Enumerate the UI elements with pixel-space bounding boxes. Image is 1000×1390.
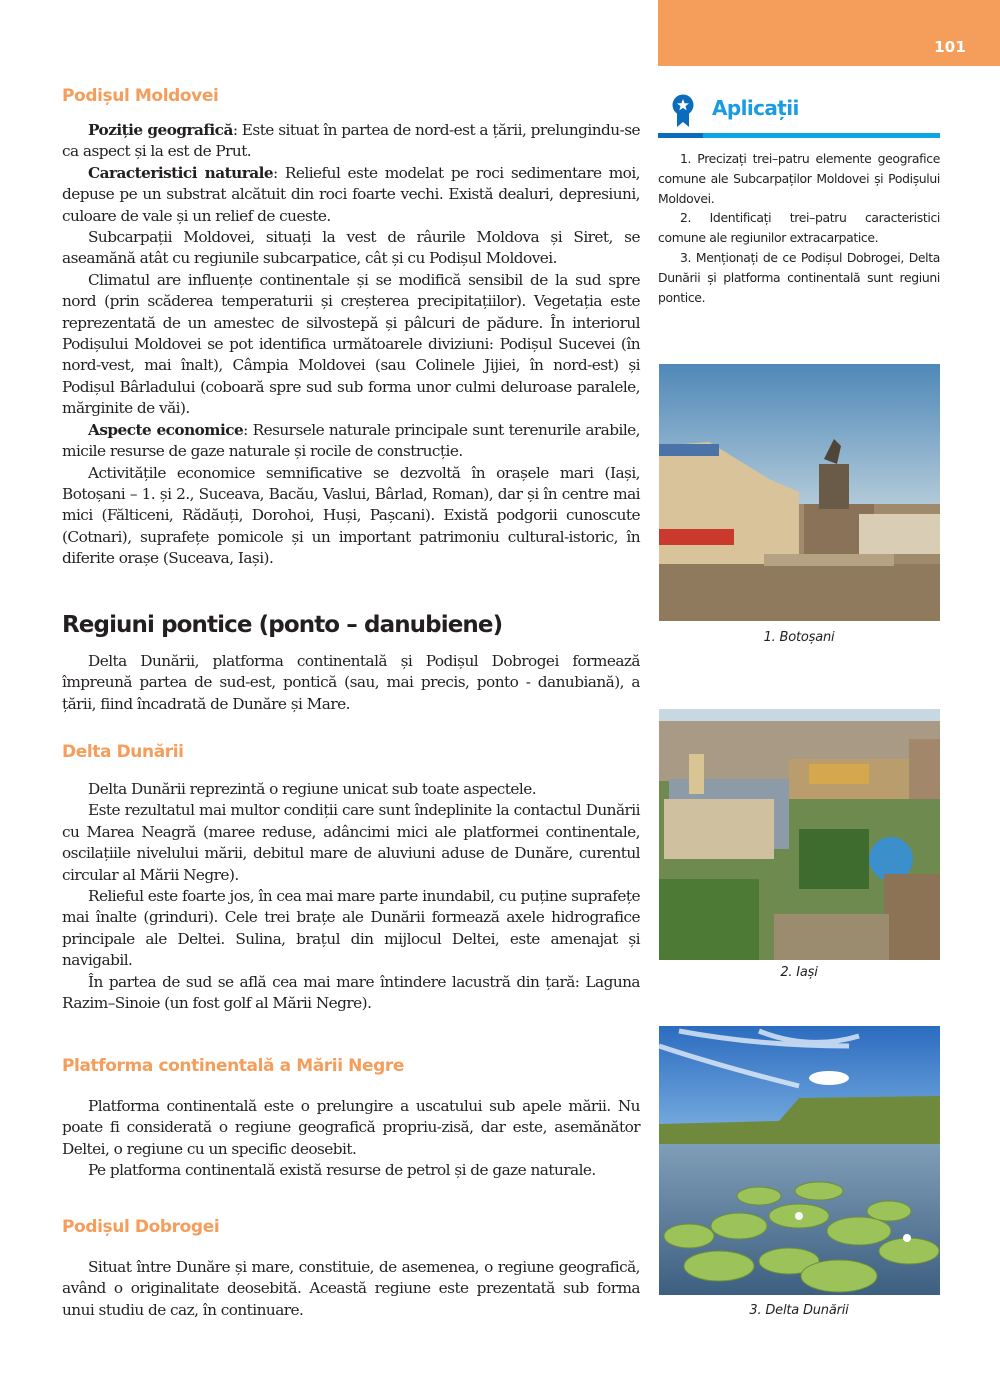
section-body-regiuni-pontice <box>62 651 640 715</box>
paragraph <box>62 972 640 1015</box>
aplicatii-item: 1. Precizați trei–patru elemente geografice comune ale Subcarpaților Moldovei și Podișului Moldovei. <box>658 151 940 206</box>
section-heading-platforma: Platforma continentală a Mării Negre <box>62 1056 404 1076</box>
section-body-platforma <box>62 1096 640 1182</box>
photo-botosani <box>659 364 940 621</box>
aplicatii-item: 2. Identificați trei–patru caracteristici comune ale regiunilor extracarpatice. <box>658 210 940 246</box>
paragraph <box>62 800 640 886</box>
page-header-bar <box>658 0 1000 66</box>
aplicatii-item: 3. Menționați de ce Podișul Dobrogei, Delta Dunării și platforma continentală sunt regiuni pontice. <box>658 249 940 305</box>
chapter-heading-regiuni-pontice: Regiuni pontice (ponto – danubiene) <box>62 612 503 638</box>
page-number: 101 <box>934 38 966 56</box>
paragraph-text: Platforma continentală este o prelungire a uscatului sub apele mării. Nu poate fi considerată o regiune geografică propriu-zisă, dar este, asemănător Deltei, o regiune cu un specific deosebit. <box>62 1097 640 1158</box>
caption-iasi: 2. Iași <box>780 965 818 980</box>
photo-iasi <box>659 709 940 960</box>
paragraph <box>62 420 640 463</box>
paragraph <box>62 120 640 163</box>
section-heading-delta-dunarii: Delta Dunării <box>62 742 184 762</box>
paragraph <box>62 651 640 715</box>
paragraph-lead-term: Aspecte economice <box>88 420 244 439</box>
paragraph <box>62 779 640 800</box>
aplicatii-list <box>658 149 940 307</box>
aplicatii-title: Aplicații <box>712 96 799 120</box>
caption-delta-dunarii: 3. Delta Dunării <box>749 1303 849 1318</box>
paragraph-text: Pe platforma continentală există resurse de petrol și de gaze naturale. <box>88 1161 596 1180</box>
section-heading-podisul-moldovei: Podișul Moldovei <box>62 86 219 106</box>
paragraph-text: Subcarpații Moldovei, situați la vest de râurile Moldova și Siret, se aseamănă atât cu regiunile subcarpatice, cât și cu Podișul Moldovei. <box>62 228 640 268</box>
section-heading-podisul-dobrogei: Podișul Dobrogei <box>62 1217 220 1237</box>
section-body-podisul-moldovei <box>62 120 640 570</box>
paragraph-text: : Relieful este modelat pe roci sedimentare moi, depuse pe un substrat alcătuit din roci foarte vechi. Există dealuri, depresiuni, culoare de vale și un relief de cueste. <box>62 163 640 225</box>
paragraph-lead-term: Caracteristici naturale <box>88 163 274 182</box>
award-ribbon-icon <box>672 94 694 128</box>
paragraph-text: În partea de sud se află cea mai mare întindere lacustră din țară: Laguna Razim–Sinoie (un fost golf al Mării Negre). <box>62 972 640 1013</box>
paragraph-text: Relieful este foarte jos, în cea mai mare parte inundabil, cu puține suprafețe mai înalte (grinduri). Cele trei brațe ale Dunării formează axele hidrografice principale ale Deltei. Sulina, brațul din mijlocul Deltei, este amenajat și navigabil. <box>62 887 640 970</box>
paragraph-text: Delta Dunării, platforma continentală și Podișul Dobrogei formează împreună partea de sud-est, pontică (sau, mai precis, ponto - danubiană), a țării, fiind încadrată de Dunăre și Mare. <box>62 652 640 713</box>
caption-botosani: 1. Botoșani <box>763 630 835 645</box>
paragraph-text: Delta Dunării reprezintă o regiune unicat sub toate aspectele. <box>88 780 537 798</box>
paragraph-text: : Este situat în partea de nord-est a țării, prelungindu-se ca aspect și la est de Prut. <box>62 121 640 161</box>
paragraph-text: Este rezultatul mai multor condiții care sunt îndeplinite la contactul Dunării cu Marea Neagră (maree reduse, adâncimi mici ale platformei continentale, oscilațiile nivelului mării, debitul mare de aluviuni aduse de Dunăre, curentul circular al Mării Negre). <box>62 801 640 884</box>
paragraph-text: : Resursele naturale principale sunt terenurile arabile, micile resurse de gaze naturale și rocile de construcție. <box>62 420 640 461</box>
paragraph <box>62 463 640 570</box>
photo-delta-dunarii <box>659 1026 940 1295</box>
paragraph <box>62 1257 640 1321</box>
paragraph <box>62 886 640 972</box>
paragraph <box>62 1160 640 1181</box>
paragraph-text: Climatul are influențe continentale și se modifică sensibil de la sud spre nord (prin scăderea temperaturii și creșterea precipitațiilor). Vegetația este reprezentată de un amestec de silvostepă și pâlcuri de pădure. În interiorul Podișului Moldovei se pot identifica următoarele diviziuni: Podișul Sucevei (în nord-vest, mai înalt), Câmpia Moldovei (sau Colinele Jijiei, în nord-est) și Podișul Bârladului (coboară spre sud sub forma unor culmi deluroase paralele, mărginite de văi). <box>62 270 640 418</box>
paragraph-text: Situat între Dunăre și mare, constituie, de asemenea, o regiune geografică, având o originalitate deosebită. Această regiune este prezentată sub forma unui studiu de caz, în continuare. <box>62 1258 640 1319</box>
paragraph <box>62 163 640 227</box>
paragraph-text: Activitățile economice semnificative se dezvoltă în orașele mari (Iași, Botoșani – 1. și 2., Suceava, Bacău, Vaslui, Bârlad, Roman), dar și în centre mai mici (Fălticeni, Rădăuți, Dorohoi, Huși, Pașcani). Există podgorii cunoscute (Cotnari), suprafețe pomicole și un important patrimoniu cultural-istoric, în diferite orașe (Suceava, Iași). <box>62 463 640 568</box>
aplicatii-header <box>658 88 940 138</box>
section-body-podisul-dobrogei <box>62 1257 640 1321</box>
aplicatii-divider-accent <box>658 133 703 138</box>
paragraph-lead-term: Poziție geografică <box>88 121 233 139</box>
paragraph <box>62 227 640 270</box>
paragraph <box>62 1096 640 1160</box>
section-body-delta-dunarii <box>62 779 640 1014</box>
paragraph <box>62 270 640 420</box>
